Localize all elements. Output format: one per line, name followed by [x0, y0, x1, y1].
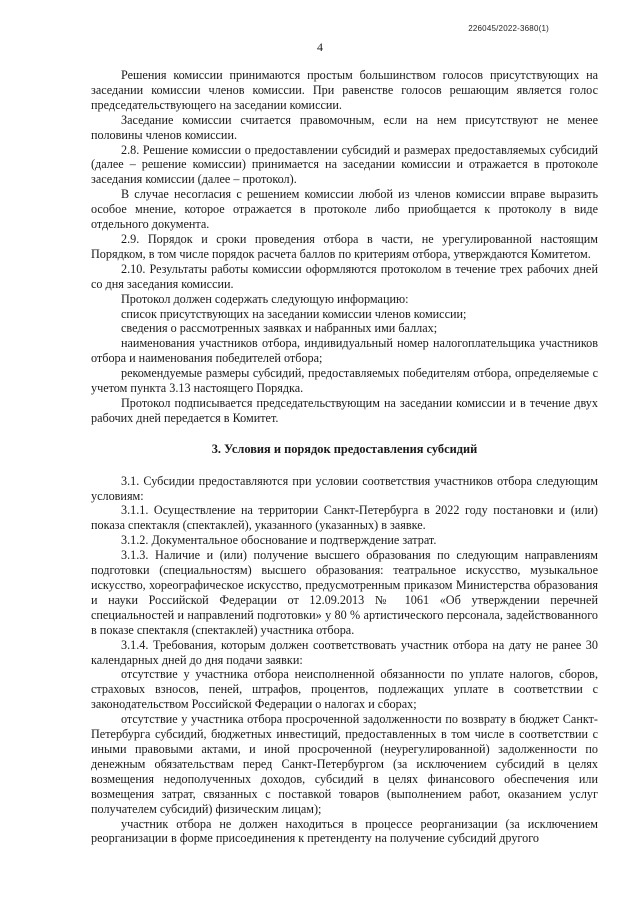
paragraph: 3.1.4. Требования, которым должен соответствовать участник отбора на дату не ранее 30 календарных дней до дня подачи заявки:	[91, 637, 598, 667]
paragraph: отсутствие у участника отбора неисполненной обязанности по уплате налогов, сборов, страховых взносов, пеней, штрафов, процентов, подлежащих уплате в соответствии с законодательством Российской Федерации о налогах и сборах;	[91, 667, 598, 712]
page-number: 4	[317, 40, 323, 54]
paragraph: 2.10. Результаты работы комиссии оформляются протоколом в течение трех рабочих дней со дня заседания комиссии.	[91, 261, 598, 291]
paragraph: 3.1. Субсидии предоставляются при условии соответствия участников отбора следующим условиям:	[91, 473, 598, 503]
paragraph: список присутствующих на заседании комиссии членов комиссии;	[121, 306, 467, 321]
paragraph: сведения о рассмотренных заявках и набранных ими баллах;	[121, 321, 438, 336]
paragraph: 2.9. Порядок и сроки проведения отбора в части, не урегулированной настоящим Порядком, в том числе порядок расчета баллов по критериям отбора, утверждаются Комитетом.	[91, 231, 598, 261]
paragraph: В случае несогласия с решением комиссии любой из членов комиссии вправе выразить особое мнение, которое отражается в протоколе либо приобщается к протоколу в виде отдельного документа.	[91, 187, 598, 232]
paragraph: Протокол должен содержать следующую информацию:	[121, 291, 409, 306]
document-body	[91, 68, 598, 846]
paragraph: 3.1.3. Наличие и (или) получение высшего образования по следующим направлениям подготовки (специальностям) высшего образования: театральное искусство, музыкальное искусство, хореографическое искусство, предусмотренным приказом Министерства образования и науки Российской Федерации от 12.09.2013 № 1061 «Об утверждении перечней специальностей и направлений подготовки» у 80 % артистического персонала, задействованного в показе спектакля (спектаклей) участника отбора.	[91, 548, 598, 637]
paragraph: отсутствие у участника отбора просроченной задолженности по возврату в бюджет Санкт-Петербурга субсидий, бюджетных инвестиций, предоставленных в том числе в соответствии с иными правовыми актами, и иной просроченной (неурегулированной) задолженности по денежным обязательствам перед Санкт-Петербургом (за исключением субсидий в целях возмещения недополученных доходов, субсидий в целях финансового обеспечения или возмещения затрат, связанных с поставкой товаров (выполнением работ, оказанием услуг получателем субсидий) физическим лицам);	[91, 712, 598, 816]
paragraph: наименования участников отбора, индивидуальный номер налогоплательщика участников отбора и наименования победителей отбора;	[91, 336, 598, 366]
paragraph: 3.1.1. Осуществление на территории Санкт-Петербурга в 2022 году постановки и (или) показа спектакля (спектаклей), указанного (указанных) в заявке.	[91, 503, 598, 533]
document-id: 226045/2022-3680(1)	[468, 24, 549, 33]
paragraph: рекомендуемые размеры субсидий, предоставляемых победителям отбора, определяемые с учетом пункта 3.13 настоящего Порядка.	[91, 366, 598, 396]
paragraph: Протокол подписывается председательствующим на заседании комиссии и в течение двух рабочих дней передается в Комитет.	[91, 395, 598, 425]
paragraph: 3.1.2. Документальное обоснование и подтверждение затрат.	[121, 533, 437, 548]
paragraph: 2.8. Решение комиссии о предоставлении субсидий и размерах предоставляемых субсидий (далее – решение комиссии) принимается на заседании комиссии и отражается в протоколе заседания комиссии (далее – протокол).	[91, 142, 598, 187]
paragraph: участник отбора не должен находиться в процессе реорганизации (за исключением реорганизации в форме присоединения к претенденту на получение субсидий другого	[91, 816, 598, 846]
paragraph: Заседание комиссии считается правомочным, если на нем присутствуют не менее половины членов комиссии.	[91, 112, 598, 142]
paragraph: Решения комиссии принимаются простым большинством голосов присутствующих на заседании комиссии членов комиссии. При равенстве голосов решающим является голос председательствующего на заседании комиссии.	[91, 68, 598, 112]
section-heading: 3. Условия и порядок предоставления субсидий	[211, 441, 478, 456]
